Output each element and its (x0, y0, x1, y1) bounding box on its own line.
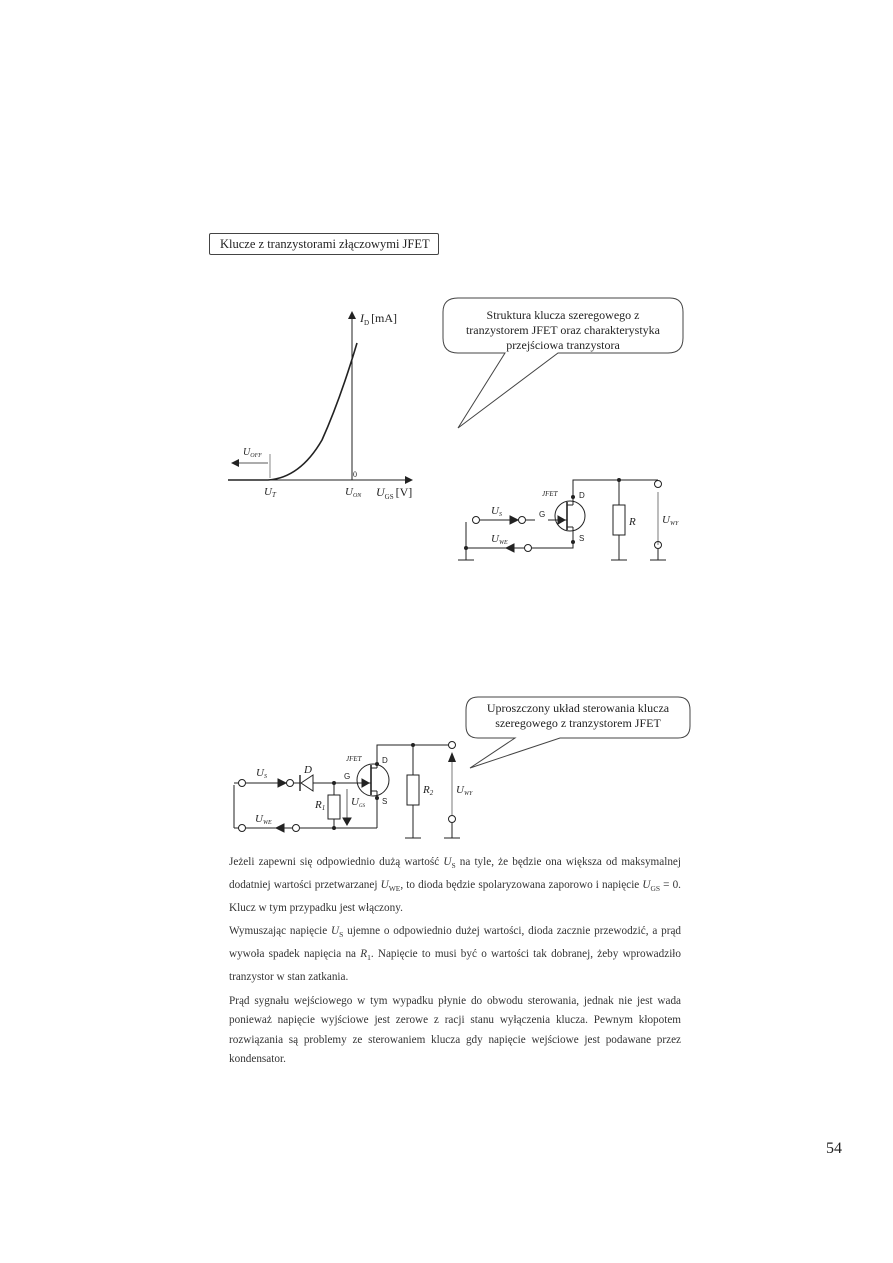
c1-d-label: D (579, 491, 585, 500)
uon-label: UON (345, 486, 362, 499)
c1-uwe-label: UWE (491, 533, 508, 546)
c2-g-label: G (344, 772, 351, 781)
c2-uwe-label: UWE (255, 813, 272, 826)
body-text (229, 853, 681, 1074)
c2-d-label: D (382, 756, 388, 765)
bubble2-line: szeregowego z tranzystorem JFET (495, 716, 661, 730)
c1-r-label: R (629, 516, 636, 528)
origin-label: 0 (353, 470, 357, 479)
c2-us-label: US (256, 767, 267, 780)
c2-r2-label: R2 (423, 784, 434, 797)
paragraph-2: Wymuszając napięcie $U_S$ ujemne o odpowiednio dużej wartości, dioda zacznie przewodzić, a prąd wywoła spadek napięcia na $R_1$. Napięcie to musi być o wartości tak dobranej, żeby wprowadziło tranzystor w stan zatkania. (229, 925, 681, 983)
bubble2-line: Uproszczony układ sterowania klucza (486, 701, 670, 715)
c2-uwy-label: UWY (456, 784, 473, 797)
c2-ugs-label: UGS (351, 796, 366, 809)
y-axis-label: $I_D$ [mA] (360, 311, 398, 327)
paragraph-3: Prąd sygnału wejściowego w tym wypadku płynie do obwodu sterowania, jednak nie jest wada ponieważ napięcie wyjściowe jest zerowe z racji stanu wyłączenia klucza. Pewnym kłopotem rozwiązania są problemy ze sterowaniem klucza gdy napięcie wejściowe jest podawane przez kondensator. (229, 994, 681, 1066)
bubble1-line: przejściowa tranzystora (506, 338, 620, 352)
c2-r1-label: R1 (315, 799, 326, 812)
uoff-label: $U_{OFF}$ (243, 447, 262, 459)
paragraph-1: Jeżeli zapewni się odpowiednio dużą wartość $U_S$ na tyle, że będzie ona większa od maksymalnej dodatniej wartości przetwarzanej $U_{WE}$, to dioda będzie spolaryzowana zaporowo i napięcie $U_{GS} = 0$. Klucz w tym przypadku jest włączony. (229, 856, 682, 914)
x-axis-label: $U_{GS}$ [V] (376, 485, 413, 501)
c1-us-label: US (491, 505, 502, 518)
c1-jfet-label: JFET (542, 490, 558, 498)
c2-s-label: S (382, 797, 388, 806)
c1-s-label: S (579, 534, 585, 543)
c1-uwy-label: UWY (662, 514, 679, 527)
section-title: Klucze z tranzystorami złączowymi JFET (209, 233, 439, 255)
bubble1-line: tranzystorem JFET oraz charakterystyka (465, 323, 661, 337)
page-number: 54 (826, 1140, 842, 1157)
bubble1-line: Struktura klucza szeregowego z (486, 308, 640, 322)
c1-g-label: G (539, 510, 546, 519)
ut-label: UT (264, 486, 276, 499)
c2-diode-label: D (304, 764, 312, 776)
c2-jfet-label: JFET (346, 755, 362, 763)
